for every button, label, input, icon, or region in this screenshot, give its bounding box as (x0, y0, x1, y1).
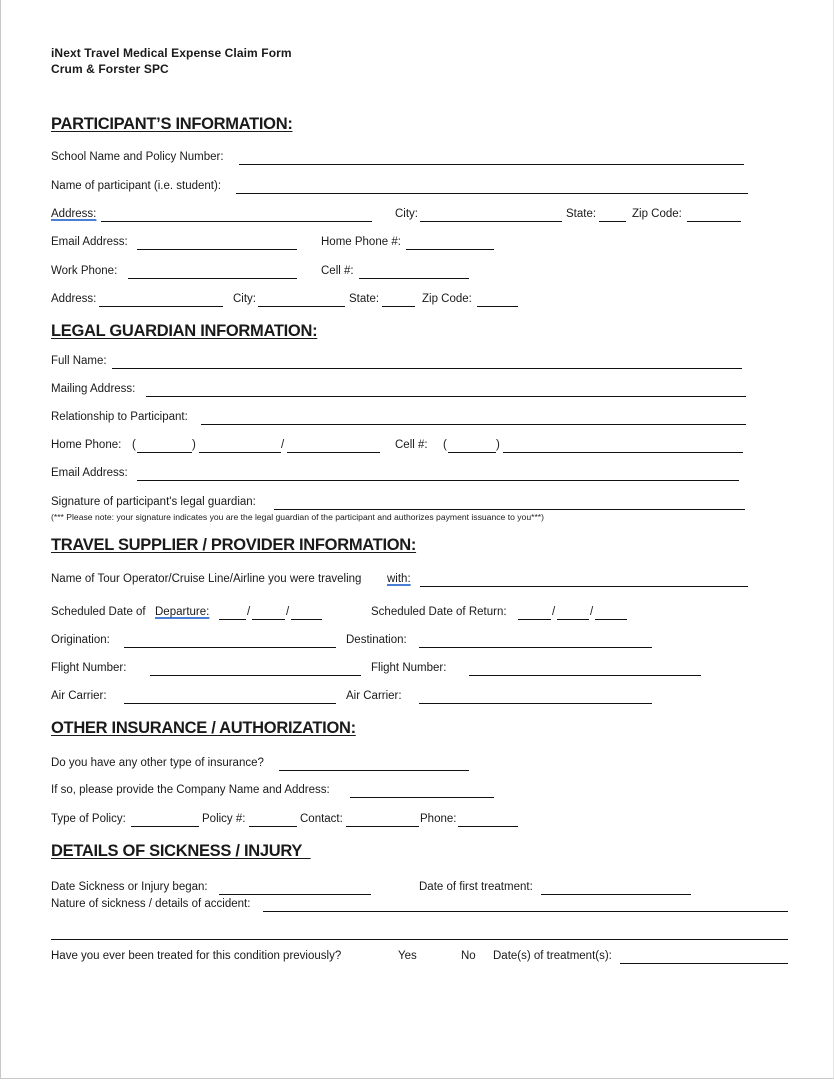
origination-field[interactable] (124, 634, 336, 648)
nature-field[interactable] (263, 898, 788, 912)
nature-field-line-2[interactable] (51, 939, 788, 940)
company-name: Crum & Forster SPC (51, 62, 169, 76)
operator-with-label: with: (387, 573, 411, 585)
destination-field[interactable] (419, 634, 652, 648)
origination-row (51, 634, 811, 650)
guardian-email-field[interactable] (137, 467, 739, 481)
first-treatment-field[interactable] (541, 881, 691, 895)
work-phone-field[interactable] (128, 265, 297, 279)
mailing-row (51, 383, 811, 399)
departure-day-field[interactable] (252, 606, 285, 620)
treated-yes-option[interactable]: Yes (398, 950, 417, 962)
city2-label: City: (233, 293, 256, 305)
school-row (51, 151, 811, 167)
operator-field[interactable] (420, 573, 748, 587)
signature-note: (*** Please note: your signature indicates you are the legal guardian of the participant and authorizes payment issuance to you***) (51, 512, 545, 522)
participant-address-row (51, 208, 811, 224)
guardian-cell-field[interactable] (503, 439, 743, 453)
phone-slash: / (281, 439, 285, 451)
flight-number-field-2[interactable] (469, 662, 701, 676)
mailing-field[interactable] (146, 383, 746, 397)
phone-label: Phone: (420, 813, 457, 825)
return-day-field[interactable] (557, 606, 589, 620)
area-code-field[interactable] (137, 439, 192, 453)
area-paren-open: ( (132, 439, 136, 451)
address-label: Address: (51, 208, 97, 220)
area-paren-close: ) (192, 439, 196, 451)
first-treatment-label: Date of first treatment: (419, 881, 533, 893)
cell-paren-open: ( (443, 439, 447, 451)
zip2-field[interactable] (477, 293, 518, 307)
operator-row (51, 573, 811, 589)
mailing-label: Mailing Address: (51, 383, 136, 395)
zip2-label: Zip Code: (422, 293, 472, 305)
phone-prefix-field[interactable] (199, 439, 281, 453)
flight-number-label-1: Flight Number: (51, 662, 127, 674)
nature-label: Nature of sickness / details of accident: (51, 898, 251, 910)
dates-row (51, 606, 811, 622)
other-insurance-label: Do you have any other type of insurance? (51, 757, 264, 769)
policy-number-field[interactable] (249, 813, 297, 827)
departure-year-field[interactable] (291, 606, 322, 620)
relationship-row (51, 411, 811, 427)
policy-type-field[interactable] (131, 813, 199, 827)
carrier-row (51, 690, 811, 706)
company-address-row (51, 784, 811, 800)
flight-row (51, 662, 811, 678)
treated-row (51, 950, 811, 966)
email-field[interactable] (137, 236, 297, 250)
phone-field[interactable] (458, 813, 518, 827)
return-month-field[interactable] (518, 606, 551, 620)
company-address-field[interactable] (350, 784, 494, 798)
operator-label: Name of Tour Operator/Cruise Line/Airline you were traveling (51, 573, 362, 585)
flight-number-label-2: Flight Number: (371, 662, 447, 674)
contact-label: Contact: (300, 813, 343, 825)
treated-no-option[interactable]: No (461, 950, 476, 962)
guardian-name-label: Full Name: (51, 355, 107, 367)
home-phone-label: Home Phone #: (321, 236, 401, 248)
address2-field[interactable] (99, 293, 223, 307)
insurance-heading: OTHER INSURANCE / AUTHORIZATION: (51, 719, 356, 737)
policy-type-label: Type of Policy: (51, 813, 126, 825)
participant-name-field[interactable] (236, 180, 748, 194)
return-year-field[interactable] (595, 606, 627, 620)
guardian-home-phone-label: Home Phone: (51, 439, 122, 451)
guardian-heading: LEGAL GUARDIAN INFORMATION: (51, 322, 318, 340)
work-phone-label: Work Phone: (51, 265, 118, 277)
sickness-heading: DETAILS OF SICKNESS / INJURY (51, 842, 303, 860)
relationship-label: Relationship to Participant: (51, 411, 188, 423)
air-carrier-label-1: Air Carrier: (51, 690, 107, 702)
state-label: State: (566, 208, 597, 220)
other-insurance-row (51, 757, 811, 773)
guardian-name-row (51, 355, 811, 371)
sickness-began-label: Date Sickness or Injury began: (51, 881, 208, 893)
zip-label: Zip Code: (632, 208, 682, 220)
signature-field[interactable] (274, 496, 745, 510)
guardian-email-label: Email Address: (51, 467, 128, 479)
treatment-dates-field[interactable] (620, 950, 788, 964)
return-slash-2: / (590, 606, 594, 618)
participant-heading: PARTICIPANT’S INFORMATION: (51, 115, 293, 133)
participant-name-row (51, 180, 811, 196)
destination-label: Destination: (346, 634, 407, 646)
school-field[interactable] (239, 151, 744, 165)
city-field[interactable] (420, 208, 562, 222)
other-insurance-field[interactable] (279, 757, 469, 771)
sickness-date-row (51, 881, 811, 897)
participant-name-label: Name of participant (i.e. student): (51, 180, 222, 192)
flight-number-field-1[interactable] (150, 662, 361, 676)
state-field[interactable] (599, 208, 626, 222)
air-carrier-label-2: Air Carrier: (346, 690, 402, 702)
departure-month-field[interactable] (219, 606, 246, 620)
treated-label: Have you ever been treated for this condition previously? (51, 950, 342, 962)
relationship-field[interactable] (201, 411, 746, 425)
home-phone-field[interactable] (406, 236, 494, 250)
air-carrier-field-2[interactable] (419, 690, 652, 704)
address2-row (51, 293, 811, 309)
guardian-cell-label: Cell #: (395, 439, 428, 451)
travel-heading: TRAVEL SUPPLIER / PROVIDER INFORMATION: (51, 536, 417, 554)
guardian-name-field[interactable] (112, 355, 742, 369)
zip-field[interactable] (687, 208, 741, 222)
email-label: Email Address: (51, 236, 128, 248)
guardian-email-row (51, 467, 811, 483)
departure-slash-2: / (286, 606, 290, 618)
company-address-label: If so, please provide the Company Name and Address: (51, 784, 330, 796)
phone-number-field[interactable] (287, 439, 380, 453)
departure-label: Scheduled Date of (51, 606, 146, 618)
treatment-dates-label: Date(s) of treatment(s): (493, 950, 612, 962)
cell-paren-close: ) (496, 439, 500, 451)
return-slash-1: / (552, 606, 556, 618)
email-row (51, 236, 811, 252)
air-carrier-field-1[interactable] (124, 690, 336, 704)
policy-row (51, 813, 811, 829)
departure-word: Departure: (155, 606, 210, 618)
signature-row (51, 496, 811, 512)
address-field[interactable] (101, 208, 372, 222)
work-phone-row (51, 265, 811, 281)
policy-number-label: Policy #: (202, 813, 246, 825)
state2-field[interactable] (382, 293, 415, 307)
cell-area-field[interactable] (448, 439, 496, 453)
cell-field[interactable] (359, 265, 469, 279)
signature-label: Signature of participant's legal guardian: (51, 496, 256, 508)
contact-field[interactable] (346, 813, 419, 827)
city2-field[interactable] (258, 293, 345, 307)
origination-label: Origination: (51, 634, 110, 646)
guardian-phone-row (51, 439, 811, 455)
return-label: Scheduled Date of Return: (371, 606, 507, 618)
school-label: School Name and Policy Number: (51, 151, 224, 163)
form-title: iNext Travel Medical Expense Claim Form (51, 46, 292, 60)
sickness-began-field[interactable] (219, 881, 371, 895)
departure-slash-1: / (247, 606, 251, 618)
cell-label: Cell #: (321, 265, 354, 277)
address2-label: Address: (51, 293, 97, 305)
state2-label: State: (349, 293, 380, 305)
city-label: City: (395, 208, 418, 220)
nature-row (51, 898, 811, 914)
